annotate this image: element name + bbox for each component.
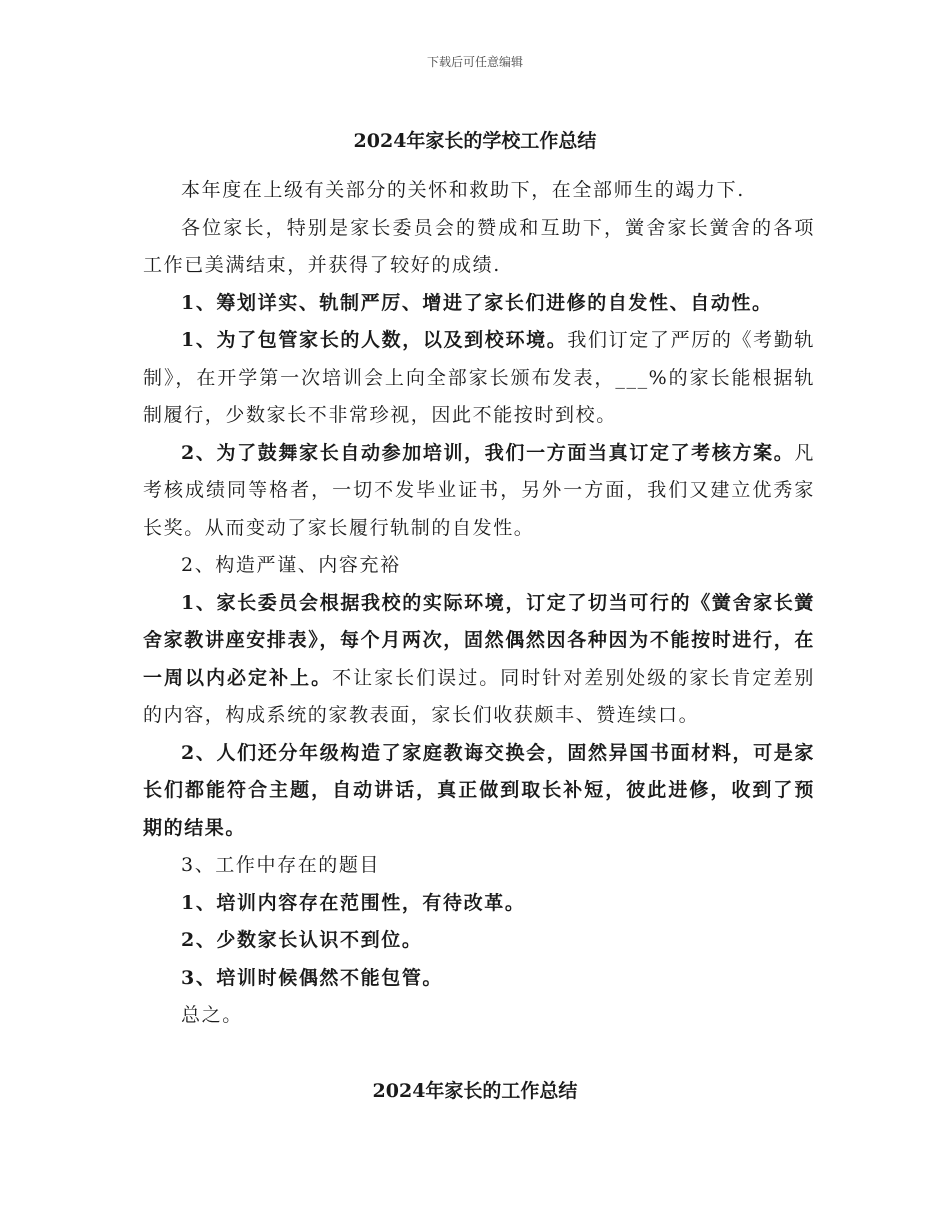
paragraph-text: 3、工作中存在的题目 (181, 854, 381, 876)
list-item (143, 960, 815, 998)
paragraph-bold-text: 1、筹划详实、轨制严厉、增进了家长们进修的自发性、自动性。 (181, 291, 773, 314)
paragraph (143, 172, 815, 210)
paragraph-bold-text: 3、培训时候偶然不能包管。 (181, 966, 444, 989)
paragraph (143, 322, 815, 435)
paragraph-text: 我们订定了严厉的《考勤轨制》，在开学第一次培训会上向全部家长颁布发表，___%的家长能根据轨制履行，少数家长不非常珍视，因此不能按时到校。 (143, 329, 816, 426)
paragraph-bold-text: 1、家长委员会根据我校的实际环境，订定了切当可行的《黉舍家长黉舍家教讲座安排表》，每个月两次，固然偶然因各种因为不能按时进行，在一周以内必定补上。 (143, 591, 815, 689)
section-heading (143, 847, 815, 885)
page-header: 下载后可任意编辑 (426, 55, 523, 69)
paragraph-bold-text: 2、少数家长认识不到位。 (181, 929, 423, 951)
paragraph-text: 凡考核成绩同等格者，一切不发毕业证书，另外一方面，我们又建立优秀家长奖。从而变动了家长履行轨制的自发性。 (143, 441, 815, 539)
paragraph-bold-text: 1、为了包管家长的人数，以及到校环境。 (181, 329, 568, 351)
paragraph-text: 各位家长，特别是家长委员会的赞成和互助下，黉舍家长黉舍的各项工作已美满结束，并获得了较好的成绩. (143, 216, 815, 276)
paragraph-bold-text: 1、培训内容存在范围性，有待改革。 (181, 891, 526, 914)
document-body (143, 172, 815, 1035)
paragraph-bold-text: 2、人们还分年级构造了家庭教诲交换会，固然异国书面材料，可是家长们都能符合主题，自动讲话，真正做到取长补短，彼此进修，收到了预期的结果。 (143, 741, 815, 839)
paragraph (143, 585, 815, 735)
paragraph-bold-text: 2、为了鼓舞家长自动参加培训，我们一方面当真订定了考核方案。 (181, 441, 795, 464)
paragraph-text: 2、构造严谨、内容充裕 (181, 554, 401, 576)
paragraph-text: 不让家长们误过。同时针对差别处级的家长肯定差别的内容，构成系统的家教表面，家长们收获颇丰、赞连续口。 (143, 666, 815, 726)
list-item (143, 922, 815, 960)
section-heading (143, 547, 815, 585)
section-heading (143, 285, 815, 323)
list-item (143, 885, 815, 923)
paragraph-text: 总之。 (181, 1004, 243, 1026)
paragraph (143, 735, 815, 848)
paragraph (143, 997, 815, 1035)
document-title: 2024年家长的学校工作总结 (353, 130, 597, 152)
paragraph (143, 210, 815, 285)
paragraph-text: 本年度在上级有关部分的关怀和救助下，在全部师生的竭力下. (181, 179, 745, 201)
second-title: 2024年家长的工作总结 (372, 1080, 578, 1102)
paragraph (143, 435, 815, 548)
